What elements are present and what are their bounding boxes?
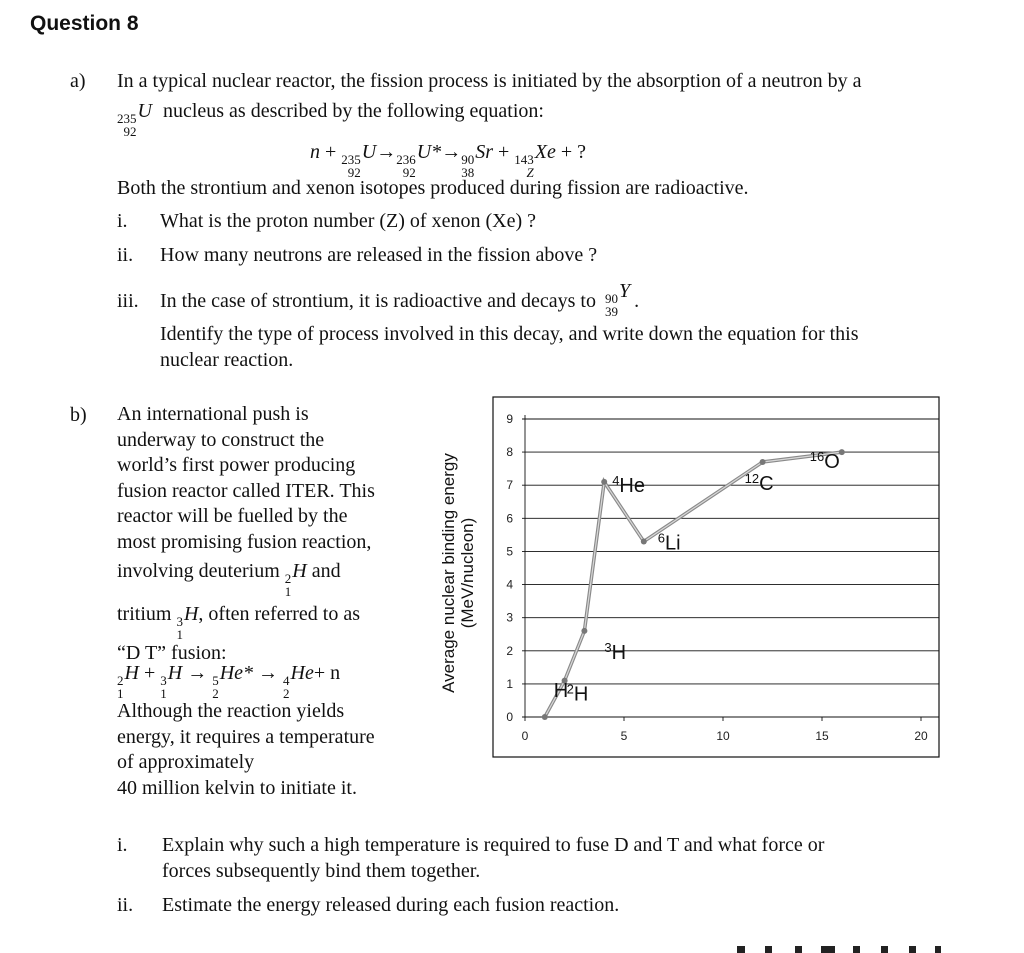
part-a-q-ii: How many neutrons are released in the fission above ? bbox=[160, 244, 598, 266]
y-tick-2: 2 bbox=[506, 643, 513, 658]
x-tick-20: 20 bbox=[914, 729, 928, 743]
eq-u236: 236 92 U* bbox=[396, 141, 442, 180]
part-b-q-ii: Estimate the energy released during each fusion reaction. bbox=[162, 894, 620, 916]
nuclide-label-0: H bbox=[553, 680, 569, 702]
nuclide-labels bbox=[554, 449, 840, 705]
nuclide-label-6: $^{16}$O bbox=[809, 449, 840, 474]
part-b-q-i-number: i. bbox=[117, 834, 128, 856]
part-b-temperature-text: Although the reaction yields energy, it requires a temperature of approximately 40 million kelvin to initiate it. bbox=[117, 700, 375, 799]
deuterium-symbol: 2 1 H bbox=[284, 560, 307, 599]
binding-energy-chart bbox=[430, 395, 945, 763]
x-tick-0: 0 bbox=[521, 729, 529, 743]
eq-xe143: 143 Z Xe bbox=[514, 141, 556, 180]
x-tick-10: 10 bbox=[716, 729, 730, 743]
nuclide-label-1: $^2$H bbox=[566, 681, 589, 706]
nuclide-label-3: $^4$He bbox=[612, 472, 646, 497]
x-tick-5: 5 bbox=[620, 729, 628, 743]
y90-nucleus: 90 39 Y bbox=[604, 280, 631, 319]
y-tick-8: 8 bbox=[506, 445, 513, 460]
part-a-intro-line1: In a typical nuclear reactor, the fission process is initiated by the absorption of a neutron by a bbox=[117, 70, 862, 92]
chart-gridlines bbox=[522, 415, 939, 721]
y-tick-5: 5 bbox=[506, 544, 513, 559]
data-point-3 bbox=[601, 479, 607, 485]
nuclide-label-4: $^6$Li bbox=[657, 530, 681, 555]
fusion-equation: 2 1 H + 3 1 H → 5 2 He* → 4 2 He+ n bbox=[117, 662, 341, 701]
data-point-0 bbox=[542, 714, 548, 720]
data-point-2 bbox=[581, 628, 587, 634]
part-b-q-i-line1: Explain why such a high temperature is required to fuse D and T and what force or bbox=[162, 834, 825, 856]
fission-equation: n + 235 92 U→ 236 92 U*→ 90 38 Sr + 143 Z Xe + ? bbox=[310, 141, 587, 180]
question-heading: Question 8 bbox=[30, 12, 139, 35]
part-b-label: b) bbox=[70, 404, 87, 426]
y-axis-label-line1: Average nuclear binding energy bbox=[439, 453, 458, 693]
tritium-symbol: 3 1 H bbox=[176, 603, 199, 642]
data-point-5 bbox=[760, 459, 766, 465]
y-tick-3: 3 bbox=[506, 610, 513, 625]
part-a-q-iii-line2: Identify the type of process involved in this decay, and write down the equation for this bbox=[160, 323, 859, 345]
part-b-intro: An international push is underway to construct the world’s first power producing fusion reactor called ITER. This reactor will be fuelled by the most promising fusion reaction, involving deuterium 2 1 H and tritium 3 1 H, often referred to as “D T” fusion: bbox=[117, 403, 375, 664]
u235-nucleus: 235 92 U bbox=[117, 100, 152, 139]
part-a-q-iii-line3: nuclear reaction. bbox=[160, 349, 294, 371]
y-axis-label-line2: (MeV/nucleon) bbox=[458, 517, 477, 629]
eq-sr90: 90 38 Sr bbox=[461, 141, 493, 180]
y-tick-6: 6 bbox=[506, 511, 513, 526]
chart-frame bbox=[493, 397, 939, 757]
part-a-q-iii-number: iii. bbox=[117, 290, 139, 312]
y-tick-1: 1 bbox=[506, 676, 513, 691]
part-a-q-iii: In the case of strontium, it is radioactive and decays to 90 39 Y . bbox=[160, 280, 640, 319]
y-tick-9: 9 bbox=[506, 412, 513, 426]
eq-u235: 235 92 U bbox=[341, 141, 377, 180]
y-tick-labels bbox=[506, 412, 513, 724]
part-a-intro-line2: 235 92 U nucleus as described by the following equation: bbox=[117, 100, 544, 139]
y-tick-4: 4 bbox=[506, 577, 513, 592]
part-b-q-ii-number: ii. bbox=[117, 894, 134, 916]
part-a-statement: Both the strontium and xenon isotopes produced during fission are radioactive. bbox=[117, 177, 749, 199]
part-b-q-i-line2: forces subsequently bind them together. bbox=[162, 860, 481, 882]
nuclide-label-5: $^{12}$C bbox=[744, 471, 774, 496]
cut-off-marks-text bbox=[735, 944, 965, 953]
x-tick-labels bbox=[522, 729, 928, 743]
part-a-label: a) bbox=[70, 70, 86, 92]
y-tick-7: 7 bbox=[506, 478, 513, 493]
y-tick-0: 0 bbox=[506, 710, 513, 724]
part-a-q-i-number: i. bbox=[117, 210, 128, 232]
part-a-q-ii-number: ii. bbox=[117, 244, 134, 266]
part-a-q-i: What is the proton number (Z) of xenon (Xe) ? bbox=[160, 210, 536, 232]
x-tick-15: 15 bbox=[815, 729, 829, 743]
data-point-4 bbox=[641, 539, 647, 545]
nuclide-label-2: $^3$H bbox=[604, 639, 627, 664]
